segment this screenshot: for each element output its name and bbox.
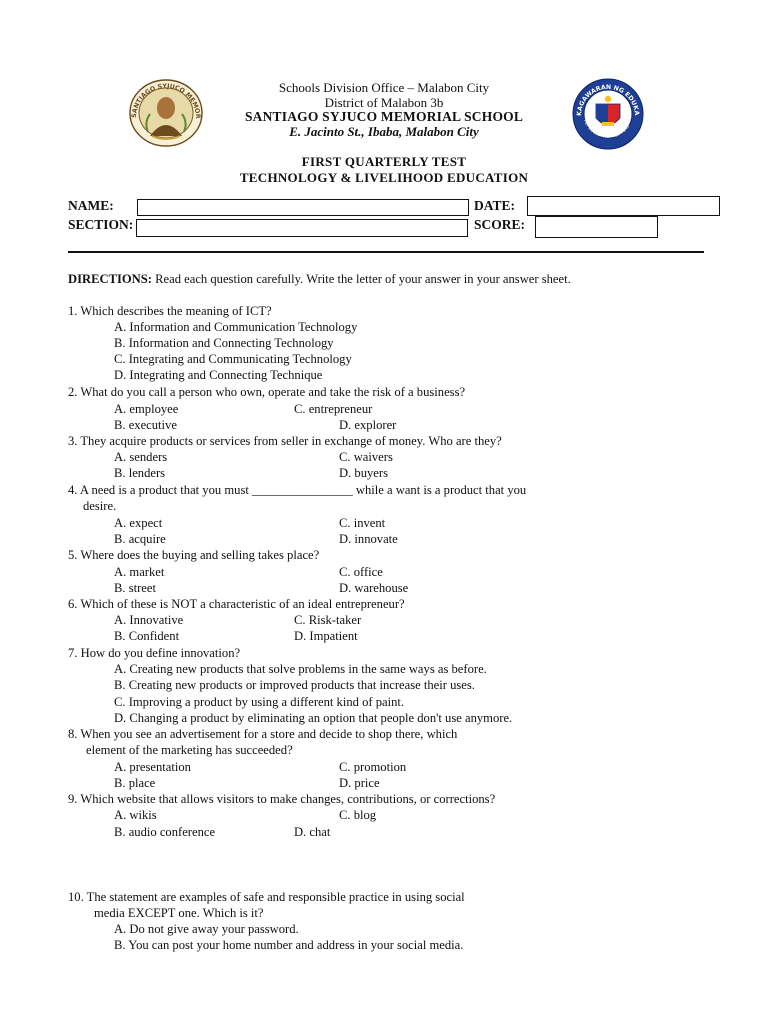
- question-text-cont: media EXCEPT one. Which is it?: [94, 906, 264, 920]
- score-field[interactable]: [535, 216, 658, 238]
- question-text-cont: desire.: [83, 499, 117, 513]
- option-c: C. entrepreneur: [294, 402, 373, 416]
- question-text-cont: element of the marketing has succeeded?: [86, 743, 293, 757]
- date-label: DATE:: [474, 198, 516, 213]
- option-b: B. lenders: [114, 466, 166, 480]
- option-b: B. Creating new products or improved products that increase their uses.: [114, 678, 475, 692]
- option-c: C. invent: [339, 516, 386, 530]
- option-a: A. presentation: [114, 760, 191, 774]
- directions-label: DIRECTIONS:: [68, 272, 152, 286]
- option-b: B. acquire: [114, 532, 166, 546]
- option-d: D. Changing a product by eliminating an option that people don't use anymore.: [114, 711, 513, 725]
- option-d: D. explorer: [339, 418, 397, 432]
- option-c: C. office: [339, 565, 383, 579]
- name-label: NAME:: [68, 198, 114, 213]
- option-d: D. buyers: [339, 466, 388, 480]
- option-a: A. Information and Communication Technology: [114, 320, 358, 334]
- division-office: Schools Division Office – Malabon City: [278, 80, 490, 95]
- section-field[interactable]: [136, 219, 468, 237]
- option-b: B. Confident: [114, 629, 180, 643]
- school-address: E. Jacinto St., Ibaba, Malabon City: [289, 124, 479, 139]
- option-c: C. Risk-taker: [294, 613, 362, 627]
- option-a: A. Innovative: [114, 613, 184, 627]
- header-divider: [68, 251, 704, 253]
- option-d: D. Impatient: [294, 629, 358, 643]
- option-a: A. market: [114, 565, 165, 579]
- date-field[interactable]: [527, 196, 720, 216]
- option-b: B. street: [114, 581, 156, 595]
- test-subject: TECHNOLOGY & LIVELIHOOD EDUCATION: [239, 170, 529, 185]
- option-a: A. wikis: [114, 808, 157, 822]
- section-label: SECTION:: [68, 217, 134, 232]
- question-text: 2. What do you call a person who own, operate and take the risk of a business?: [68, 385, 466, 399]
- option-b: B. place: [114, 776, 156, 790]
- option-c: C. promotion: [339, 760, 407, 774]
- option-c: C. Integrating and Communicating Technology: [114, 352, 352, 366]
- option-a: A. expect: [114, 516, 163, 530]
- option-b: B. executive: [114, 418, 177, 432]
- svg-text:KAGAWARAN NG EDUKASYON: KAGAWARAN NG EDUKA: [575, 83, 641, 117]
- question-text: 4. A need is a product that you must ________________ while a want is a product that you: [68, 483, 527, 497]
- question-text: 3. They acquire products or services from seller in exchange of money. Who are they?: [68, 434, 502, 448]
- svg-text:REPUBLIKA NG PILIPINAS: REPUBLIKA NG PILIPINAS: [582, 118, 631, 141]
- option-a: A. employee: [114, 402, 179, 416]
- option-d: D. Integrating and Connecting Technique: [114, 368, 323, 382]
- option-b: B. Information and Connecting Technology: [114, 336, 334, 350]
- question-text: 9. Which website that allows visitors to make changes, contributions, or corrections?: [68, 792, 496, 806]
- option-d: D. price: [339, 776, 380, 790]
- score-label: SCORE:: [474, 217, 526, 232]
- question-text: 7. How do you define innovation?: [68, 646, 241, 660]
- question-text: 1. Which describes the meaning of ICT?: [68, 304, 272, 318]
- option-a: A. Creating new products that solve problems in the same ways as before.: [114, 662, 487, 676]
- question-text: 8. When you see an advertisement for a store and decide to shop there, which: [68, 727, 458, 741]
- option-d: D. warehouse: [339, 581, 409, 595]
- question-text: 6. Which of these is NOT a characteristic of an ideal entrepreneur?: [68, 597, 405, 611]
- school-name: SANTIAGO SYJUCO MEMORIAL SCHOOL: [244, 109, 524, 124]
- option-b: B. audio conference: [114, 825, 216, 839]
- svg-text:SANTIAGO SYJUCO MEMORIAL SCHOO: SANTIAGO SYJUCO MEMOR: [130, 82, 202, 119]
- option-d: D. chat: [294, 825, 331, 839]
- option-a: A. senders: [114, 450, 168, 464]
- option-d: D. innovate: [339, 532, 398, 546]
- question-text: 10. The statement are examples of safe and responsible practice in using social: [68, 890, 465, 904]
- directions: [68, 271, 571, 287]
- option-b: B. You can post your home number and address in your social media.: [114, 938, 464, 952]
- option-c: C. waivers: [339, 450, 393, 464]
- option-c: C. Improving a product by using a different kind of paint.: [114, 695, 405, 709]
- option-c: C. blog: [339, 808, 377, 822]
- test-title: FIRST QUARTERLY TEST: [301, 154, 467, 169]
- option-a: A. Do not give away your password.: [114, 922, 299, 936]
- directions-text: Read each question carefully. Write the letter of your answer in your answer sheet.: [151, 272, 571, 286]
- question-text: 5. Where does the buying and selling takes place?: [68, 548, 320, 562]
- district-line: District of Malabon 3b: [324, 95, 444, 110]
- name-field[interactable]: [137, 199, 469, 216]
